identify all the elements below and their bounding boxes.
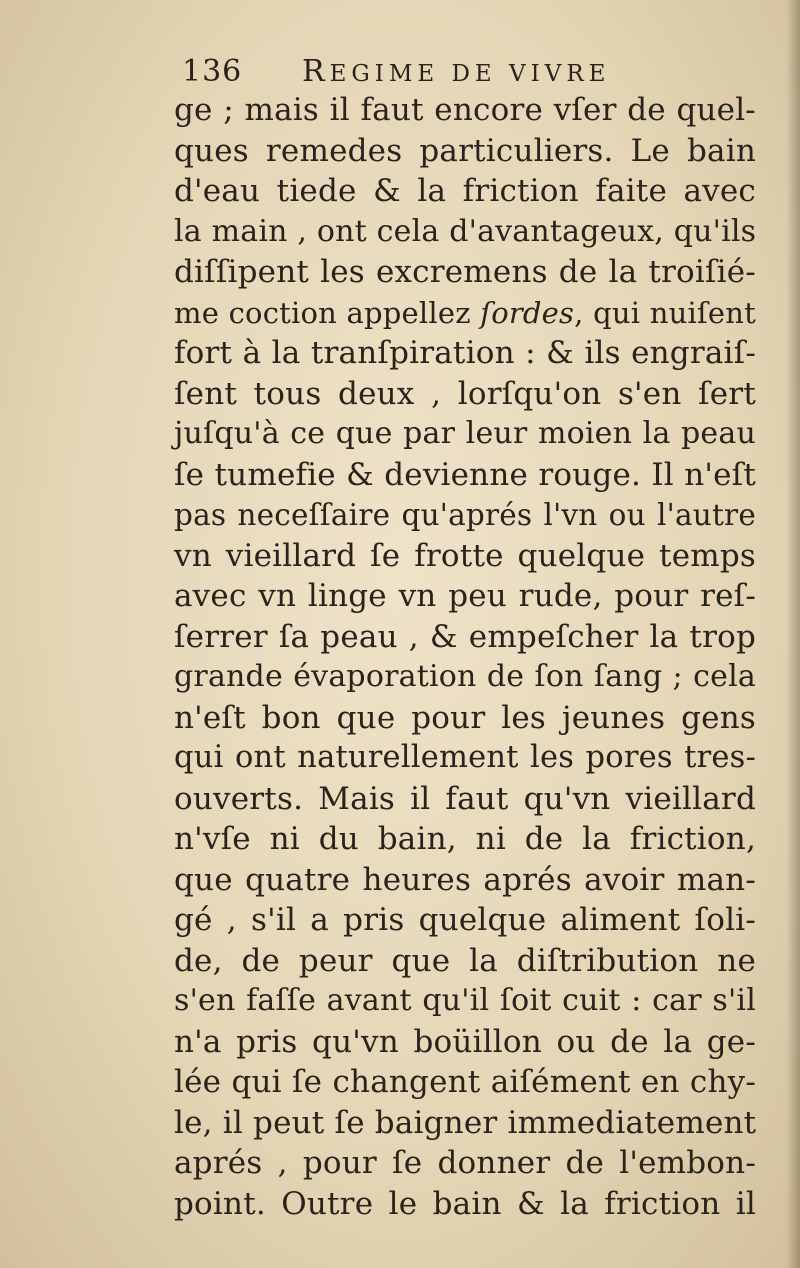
text-line: n'a pris qu'vn boüillon ou de la ge- <box>174 1023 756 1060</box>
text-line: s'en faſſe avant qu'il ſoit cuit : car s'il <box>174 983 756 1018</box>
text-line: de, de peur que la diſtribution ne <box>174 942 756 979</box>
text-line-with-italic <box>174 293 756 334</box>
text-line: ouverts. Mais il faut qu'vn vieillard <box>174 780 756 817</box>
text-line: aprés , pour ſe donner de l'embon- <box>174 1145 756 1181</box>
text-line: ſe tumefie & devienne rouge. Il n'eſt <box>174 456 756 493</box>
text-line: grande évaporation de ſon ſang ; cela <box>174 659 756 694</box>
text-line: lée qui ſe changent aiſément en chy- <box>174 1064 756 1100</box>
running-title-rest: EGIME DE VIVRE <box>329 61 611 87</box>
text-line: d'eau tiede & la friction faite avec <box>174 173 756 209</box>
text-segment: , qui nuiſent <box>574 295 756 330</box>
text-line: ge ; mais il faut encore vſer de quel- <box>174 92 756 128</box>
text-line: n'eſt bon que pour les jeunes gens <box>174 699 756 736</box>
text-line: gé , s'il a pris quelque aliment ſoli- <box>174 902 756 938</box>
page-edge-shadow <box>786 0 800 1268</box>
page-header <box>182 52 662 92</box>
text-line: avec vn linge vn peu rude, pour reſ- <box>174 578 756 614</box>
text-line: fort à la tranſpiration : & ils engraiſ- <box>174 335 756 371</box>
text-line: qui ont naturellement les pores tres- <box>174 740 756 775</box>
text-line: ſent tous deux , lorſqu'on s'en ſert <box>174 375 756 412</box>
text-line: diſſipent les excremens de la troiſié- <box>174 254 756 290</box>
text-line: juſqu'à ce que par leur moien la peau <box>174 416 756 451</box>
text-line: que quatre heures aprés avoir man- <box>174 861 756 898</box>
page-number: 136 <box>182 54 243 89</box>
text-line: vn vieillard ſe frotte quelque temps <box>174 537 756 574</box>
text-line: la main , ont cela d'avantageux, qu'ils <box>174 213 757 249</box>
running-title-initial: R <box>302 54 330 89</box>
italic-term: ſordes <box>480 295 575 330</box>
body-text <box>174 90 756 1224</box>
text-line: point. Outre le bain & la friction il <box>174 1185 756 1222</box>
running-title <box>302 52 610 94</box>
text-line: pas neceſſaire qu'aprés l'vn ou l'autre <box>174 498 756 532</box>
text-line: ſerrer ſa peau , & empeſcher la trop <box>174 618 756 655</box>
text-segment: me coction appellez <box>174 295 471 330</box>
text-line: ques remedes particuliers. Le bain <box>174 132 756 169</box>
text-line: le, il peut ſe baigner immediatement <box>174 1104 757 1141</box>
text-line: n'vſe ni du bain, ni de la friction, <box>174 821 756 857</box>
